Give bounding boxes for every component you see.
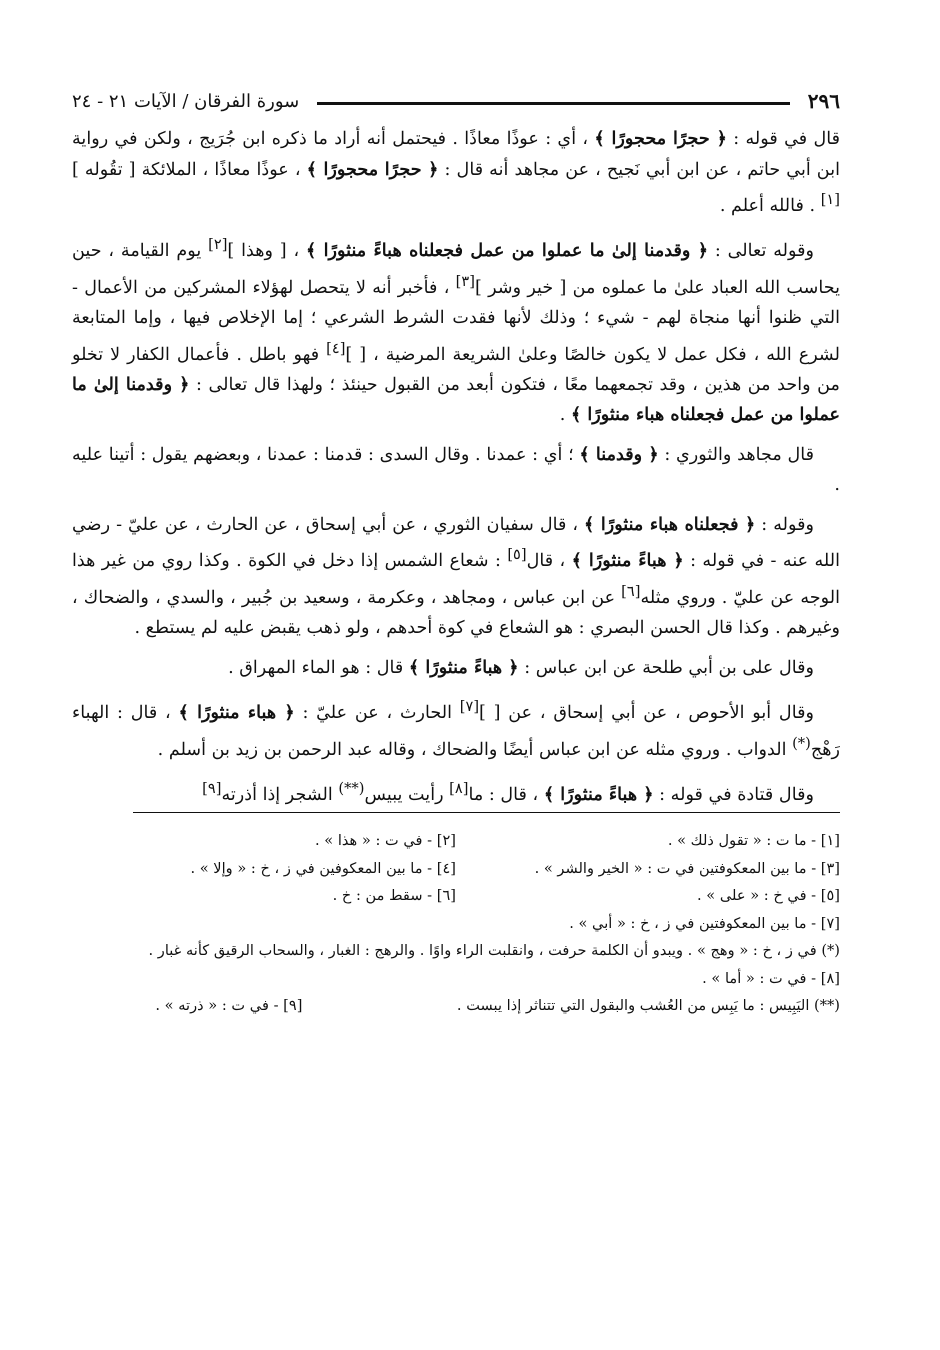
- footnote-marker: [٩]: [202, 779, 222, 797]
- quran-quote: ﴿ حجرًا محجورًا ﴾: [594, 128, 727, 149]
- page-title: سورة الفرقان / الآيات ٢١ - ٢٤: [72, 90, 300, 112]
- footnote-marker: [٦]: [621, 582, 641, 600]
- page-number: ٢٩٦: [807, 89, 840, 113]
- footnote-4: [٤] - ما بين المعكوفين في ز ، خ : « وإلا » .: [190, 859, 456, 877]
- quran-quote: ﴿ حجرًا محجورًا ﴾: [306, 158, 439, 180]
- quran-quote: ﴿ هباءً منثورًا ﴾: [571, 550, 684, 572]
- header-rule: [317, 102, 790, 105]
- footnote-7: [٧] - ما بين المعكوفتين في ز ، خ : « أبي » .: [569, 914, 840, 932]
- page-header: [72, 78, 840, 124]
- quran-quote: ﴿ هباءً منثورًا ﴾: [543, 783, 654, 805]
- footnote-5: [٥] - في خ : « على » .: [697, 887, 840, 905]
- footnote-double-star: (**) اليَبِيس : ما يَبِس من العُشب والبقول التي تتناثر إذا يبست .: [456, 997, 840, 1015]
- footnote-1: [١] - ما ت : « تقول ذلك » .: [667, 832, 840, 850]
- paragraph-4: وقوله : ﴿ فجعلناه هباء منثورًا ﴾ ، قال سفيان الثوري ، عن أبي إسحاق ، عن الحارث ، عن عليّ - رضي الله عنه - في قوله : ﴿ هباءً منثورًا ﴾ ، قال[٥] : شعاع الشمس إذا دخل في الكوة . وكذا روي من غير هذا الوجه عن عليّ . وروي مثله[٦] عن ابن عباس ، ومجاهد ، وعكرمة ، وسعيد بن جُبير ، والسدي ، والضحاك ، وغيرهم . وكذا قال الحسن البصري : هو الشعاع في كوة أحدهم ، ولو ذهب يقبض عليه لم يستطع .: [72, 513, 841, 639]
- quran-quote: ﴿ هباء منثورًا ﴾: [178, 702, 295, 724]
- quran-quote: ﴿ فجعلناه هباء منثورًا ﴾: [584, 513, 756, 535]
- footnote-8: [٨] - في ت : « أما » .: [702, 969, 840, 987]
- quran-quote: ﴿ وقدمنا إلىٰ ما عملوا من عمل فجعلناه هباء منثورًا ﴾: [72, 373, 840, 426]
- footnote-marker: [٥]: [507, 546, 527, 564]
- footnote-2: [٢] - في ت : « هذا » .: [315, 832, 456, 850]
- footnote-marker: [٨]: [449, 779, 469, 797]
- footnote-3: [٣] - ما بين المعكوفتين في ت : « الخير والشر » .: [534, 859, 840, 877]
- quran-quote: ﴿ وقدمنا إلىٰ ما عملوا من عمل فجعلناه هباءً منثورًا ﴾: [306, 240, 709, 262]
- footnote-marker: [٤]: [326, 339, 346, 357]
- footnote-marker: [٢]: [208, 236, 228, 254]
- book-page: [72, 78, 840, 1020]
- footnote-marker: [٧]: [459, 698, 480, 716]
- footnote-marker: (*): [792, 734, 811, 752]
- paragraph-3: قال مجاهد والثوري : ﴿ وقدمنا ﴾ ؛ أي : عمدنا . وقال السدى : قدمنا : عمدنا ، وبعضهم يقول : أتينا عليه .: [72, 443, 840, 496]
- footnote-marker: (**): [338, 779, 365, 797]
- quran-quote: ﴿ وقدمنا ﴾: [579, 443, 659, 465]
- paragraph-6: وقال أبو الأحوص ، عن أبي إسحاق ، عن [ ][٧] الحارث ، عن عليّ : ﴿ هباء منثورًا ﴾ ، قال : الهباء رَهْج(*) الدواب . وروي مثله عن ابن عباس أيضًا والضحاك ، وقاله عبد الرحمن بن زيد بن أسلم .: [72, 698, 840, 760]
- main-text: [72, 124, 840, 813]
- quran-quote: ﴿ هباءً منثورًا ﴾: [408, 656, 519, 678]
- paragraph-5: وقال على بن أبي طلحة عن ابن عباس : ﴿ هباءً منثورًا ﴾ قال : هو الماء المهراق .: [228, 656, 814, 678]
- footnote-star: (*) في ز ، خ : « وهج » . ويبدو أن الكلمة حرفت ، وانقلبت الراء واوًا . والرهج : الغبار ، والسحاب الرقيق كأنه غبار .: [148, 942, 840, 960]
- paragraph-2: وقوله تعالى : ﴿ وقدمنا إلىٰ ما عملوا من عمل فجعلناه هباءً منثورًا ﴾ ، [ وهذا ][٢] يوم القيامة ، حين يحاسب الله العباد علىٰ ما عملوه من [ خير وشر ][٣] ، فأخبر أنه لا يتحصل لهؤلاء المشركين من الأعمال - التي ظنوا أنها منجاة لهم - شيء ؛ وذلك لأنها فقدت الشرط الشرعي ؛ إما الإخلاص فيها ، وإما المتابعة لشرع الله ، فكل عمل لا يكون خالصًا وعلىٰ الشريعة المرضية ، [ ][٤] فهو باطل . فأعمال الكفار لا تخلو من واحد من هذين ، وقد تجمعهما معًا ، فتكون أبعد من القبول حينئذ ؛ ولهذا قال تعالى : ﴿ وقدمنا إلىٰ ما عملوا من عمل فجعلناه هباء منثورًا ﴾ .: [72, 236, 840, 426]
- footnotes: [72, 827, 840, 1020]
- footnote-marker: [٣]: [455, 272, 475, 290]
- footnote-marker: [١]: [820, 191, 840, 208]
- paragraph-7: وقال قتادة في قوله : ﴿ هباءً منثورًا ﴾ ، قال : ما[٨] رأيت يبيس(**) الشجر إذا أذرته[٩]: [133, 774, 840, 813]
- footnote-6: [٦] - سقط من : خ .: [332, 887, 456, 905]
- footnote-9: [٩] - في ت : « ذرته » .: [155, 997, 303, 1015]
- paragraph-1: قال في قوله : ﴿ حجرًا محجورًا ﴾ ، أي : عوذًا معاذًا . فيحتمل أنه أراد ما ذكره ابن جُرَيج ، ولكن في رواية ابن أبي حاتم ، عن ابن أبي نَجيح ، عن مجاهد أنه قال : ﴿ حجرًا محجورًا ﴾ ، عوذًا معاذًا ، الملائكة [ تقُوله ][١] . فالله أعلم .: [72, 128, 840, 216]
